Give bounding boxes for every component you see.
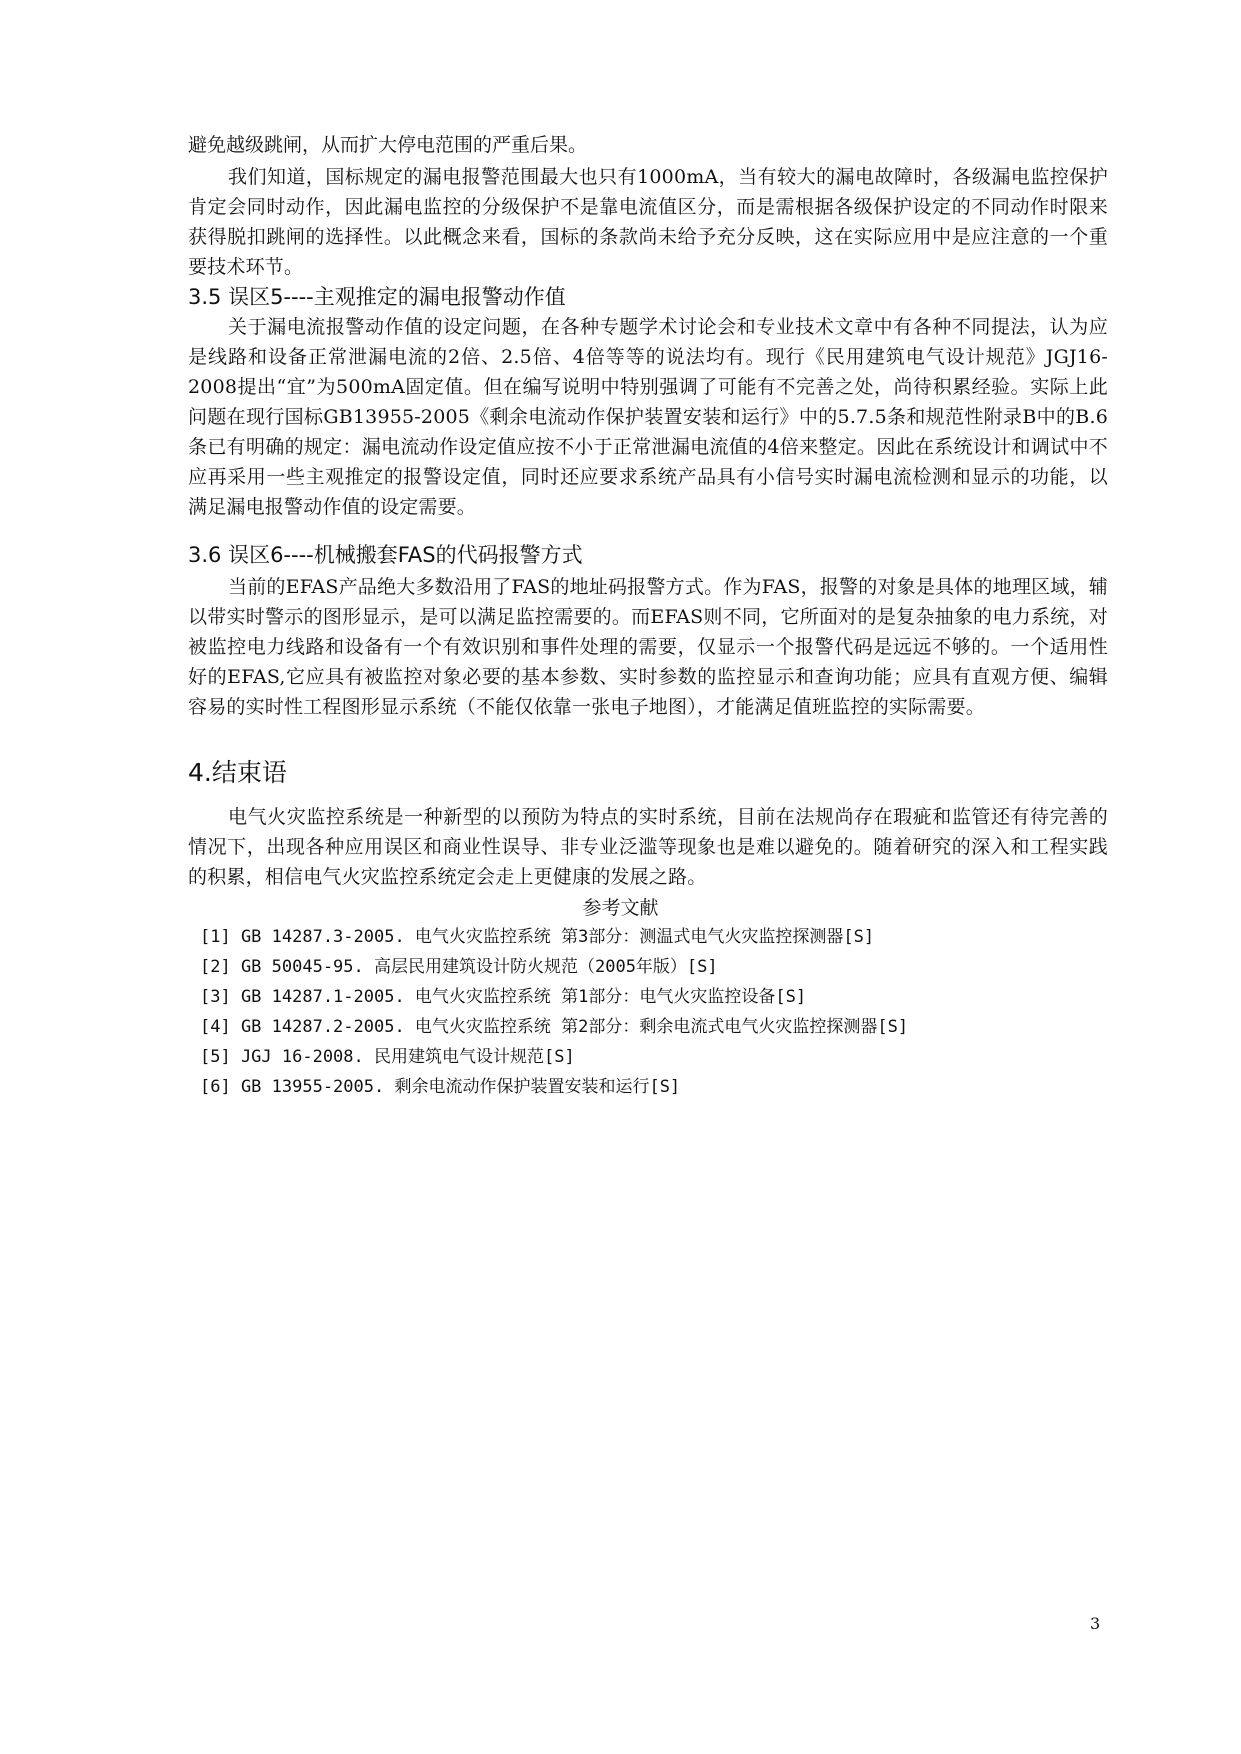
intro-tail-text: 避免越级跳闸，从而扩大停电范围的严重后果。 bbox=[188, 134, 588, 156]
section-heading-4-conclusion: 4.结束语 bbox=[188, 758, 287, 787]
paragraph-leakage-setting: 关于漏电流报警动作值的设定问题，在各种专题学术讨论会和专业技术文章中有各种不同提法，认为应是线路和设备正常泄漏电流的2倍、2.5倍、4倍等等的说法均有。现行《民用建筑电气设计规范》JGJ16-2008提出“宜”为500mA固定值。但在编写说明中特别强调了可能有不完善之处，尚待积累经验。实际上此问题在现行国标GB13955-2005《剩余电流动作保护装置安装和运行》中的5.7.5条和规范性附录B中的B.6条已有明确的规定：漏电流动作设定值应按不小于正常泄漏电流值的4倍来整定。因此在系统设计和调试中不应再采用一些主观推定的报警设定值，同时还应要求系统产品具有小信号实时漏电流检测和显示的功能，以满足漏电报警动作值的设定需要。 bbox=[188, 316, 1108, 518]
paragraph-fas-code-alarm: 当前的EFAS产品绝大多数沿用了FAS的地址码报警方式。作为FAS，报警的对象是具体的地理区域，辅以带实时警示的图形显示，是可以满足监控需要的。而EFAS则不同，它所面对的是复杂抽象的电力系统，对被监控电力线路和设备有一个有效识别和事件处理的需要，仅显示一个报警代码是远远不够的。一个适用性好的EFAS,它应具有被监控对象必要的基本参数、实时参数的监控显示和查询功能；应具有直观方便、编辑容易的实时性工程图形显示系统（不能仅依靠一张电子地图），才能满足值班监控的实际需要。 bbox=[188, 576, 1108, 718]
reference-item-1: [1] GB 14287.3-2005. 电气火灾监控系统 第3部分：测温式电气火灾监控探测器[S] bbox=[200, 927, 875, 947]
reference-item-6: [6] GB 13955-2005. 剩余电流动作保护装置安装和运行[S] bbox=[200, 1077, 681, 1097]
paragraph-conclusion: 电气火灾监控系统是一种新型的以预防为特点的实时系统，目前在法规尚存在瑕疵和监管还有待完善的情况下，出现各种应用误区和商业性误导、非专业泛滥等现象也是难以避免的。随着研究的深入和工程实践的积累，相信电气火灾监控系统定会走上更健康的发展之路。 bbox=[188, 806, 1108, 888]
section-heading-3-6: 3.6 误区6----机械搬套FAS的代码报警方式 bbox=[188, 543, 583, 567]
paragraph-leakage-grading: 我们知道，国标规定的漏电报警范围最大也只有1000mA，当有较大的漏电故障时，各级漏电监控保护肯定会同时动作，因此漏电监控的分级保护不是靠电流值区分，而是需根据各级保护设定的不同动作时限来获得脱扣跳闸的选择性。以此概念来看，国标的条款尚未给予充分反映，这在实际应用中是应注意的一个重要技术环节。 bbox=[188, 166, 1108, 278]
section-heading-3-5: 3.5 误区5----主观推定的漏电报警动作值 bbox=[188, 285, 566, 309]
reference-item-4: [4] GB 14287.2-2005. 电气火灾监控系统 第2部分：剩余电流式电气火灾监控探测器[S] bbox=[200, 1017, 909, 1037]
references-title: 参考文献 bbox=[582, 897, 659, 919]
reference-item-3: [3] GB 14287.1-2005. 电气火灾监控系统 第1部分：电气火灾监控设备[S] bbox=[200, 987, 807, 1007]
reference-item-2: [2] GB 50045-95. 高层民用建筑设计防火规范（2005年版）[S] bbox=[200, 957, 718, 977]
reference-item-5: [5] JGJ 16-2008. 民用建筑电气设计规范[S] bbox=[200, 1047, 575, 1067]
page-number: 3 bbox=[1090, 1614, 1101, 1633]
